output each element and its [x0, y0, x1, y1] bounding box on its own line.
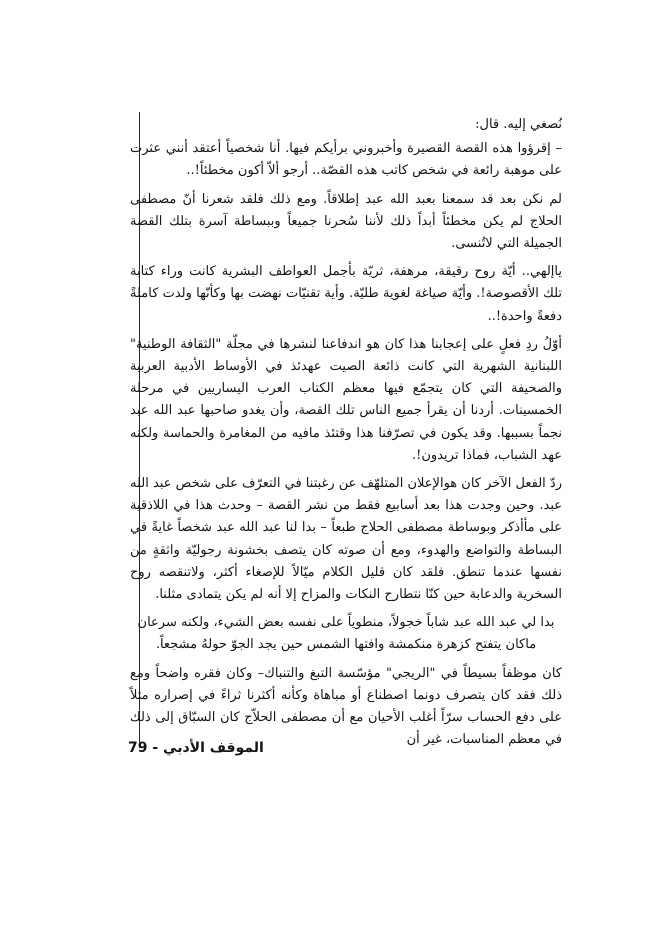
paragraph-intro: نُصغي إليه. قال: [475, 117, 562, 132]
paragraph: ياإلهي.. أيّة روح رقيقة، مرهفة، ثريّة بأجمل العواطف البشرية كانت وراء كتابة تلك الأقصوصة!. وأيّة صياغة لغوية طليّة. وأية تقنيّات نهضت بها وكأنّها ولدت كاملةً دفعةً واحدة!.. [130, 264, 562, 324]
paragraph: كان موظفاً بسيطاً في "الريجي" مؤسّسة التبغ والتنباك– وكان فقره واضحاً ومع ذلك فقد كان يتصرف دونما اصطناع أو مباهاة وكأنه أكثرنا ثراءً في إصراره مثلاً على دفع الحساب سرّاً أغلب الأحيان مع أن مصطفى الحلاّج كان السبّاق إلى ذلك في معظم المناسبات، غير أن [130, 665, 562, 748]
paragraph: ردّ الفعل الآخر كان هوالإعلان المتلهّف عن رغبتنا في التعرّف على شخص عبد الله عبد. وحين وجدت هذا بعد أسابيع فقط من نشر القصة – وحدث هذا في اللاذقية على مأأذكر وبوساطة مصطفى الحلاج طبعاً – بدا لنا عبد الله عبد شخصاً غايةً في البساطة والتواضع والهدوء، ومع أن صوته كان يتصف بخشونة رجوليّة واثقةٍ من نفسها عندما تنطق. فلقد كان قليل الكلام ميّالاً للإصغاء أكثر، ولاتنقصه روح السخرية والدعابة حين كنّا نتطارح النكات والمزاح إلا أنه لم يكن يتمادى مثلنا. [130, 476, 562, 603]
paragraph: أوّلُ ردِ فعلٍ على إعجابنا هذا كان هو اندفاعنا لنشرها في مجلّة "الثقافة الوطنية" اللبنانية الشهرية التي كانت ذائعة الصيت عهدئذ في الأوساط الأدبية العربية والصحيفة التي كان يتجمّع فيها معظم الكتاب العرب اليساريين في مرحلة الخمسينات. أردنا أن يقرأ جميع الناس تلك القصة، وأن يغدو صاحبها عبد الله عبد نجماً بسببها. وقد يكون في تصرّفنا هذا وقتئذ مافيه من المغامرة والحماسة ولكنه عهد الشباب، فماذا تريدون!. [130, 336, 562, 463]
article-body [130, 114, 562, 757]
page-footer: الموقف الأدبي - 79 [128, 740, 264, 756]
paragraph: بدا لي عبد الله عبد شاباً خجولاً، منطوياً على نفسه بعض الشيء، ولكنه سرعان ماكان يتفتح كزهرة منكمشة وافتها الشمس حين يجد الجوّ حولهُ مشجعاً. [137, 615, 555, 653]
paragraph-quote: – إقرؤوا هذه القصة القصيرة وأخبروني برأيكم فيها. أنا شخصياً أعتقد أنني عثرت على موهبة رائعة في شخص كاتب هذه القصّة.. أرجو ألاّ أكون مخطئاً!.. [130, 141, 562, 179]
paragraph: لم نكن بعد قد سمعنا بعبد الله عبد إطلاقاً. ومع ذلك فلقد شعرنا أنّ مصطفى الحلاج لم يكن مخطئاً أبداً ذلك لأننا سُحرنا جميعاً وببساطة آسرة بتلك القصة الجميلة التي لاتُنسى. [130, 191, 562, 252]
